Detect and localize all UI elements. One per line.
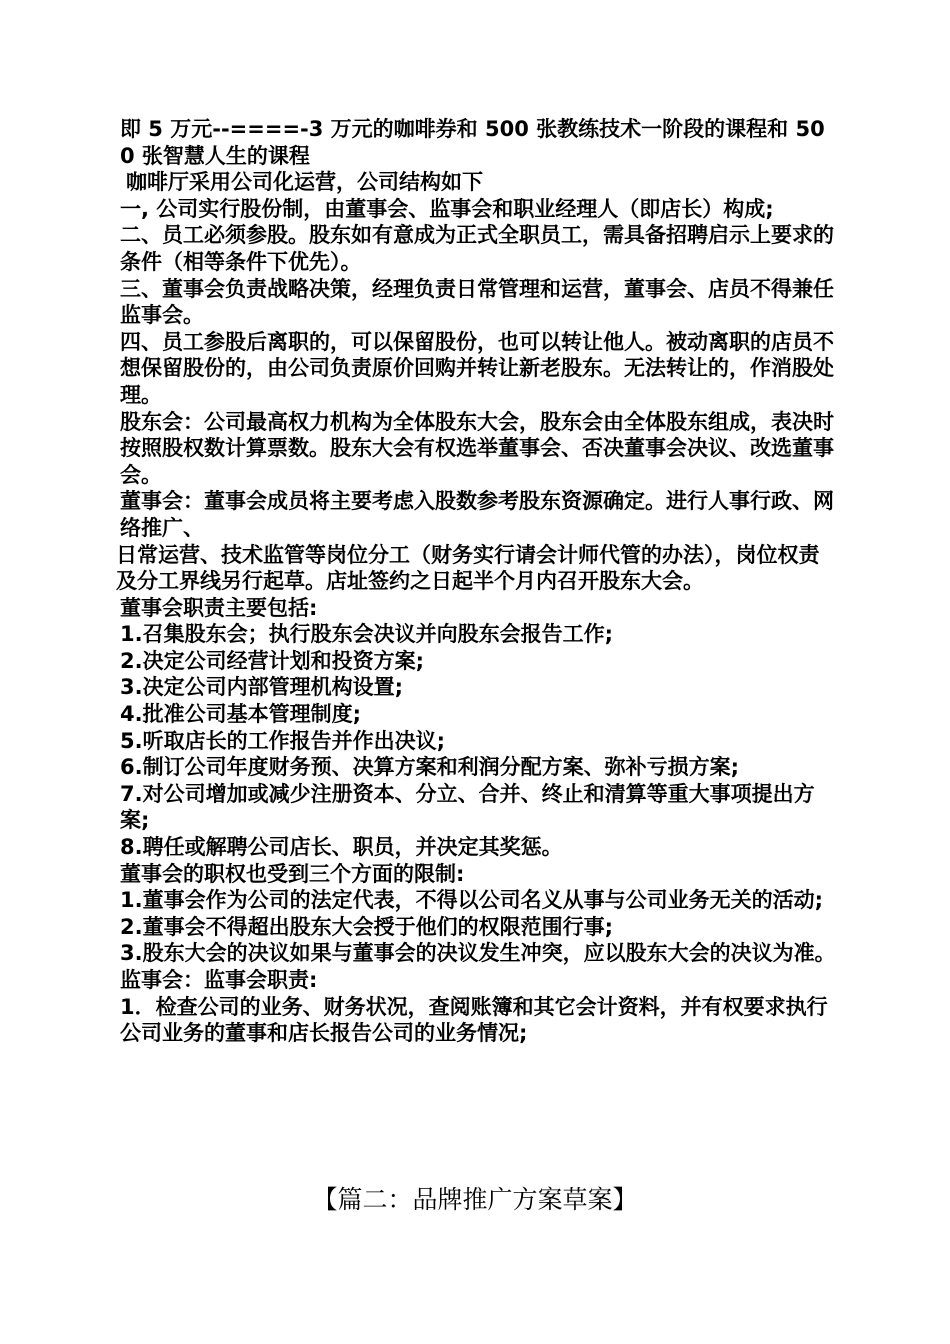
- list-item-duty-2: 2.决定公司经营计划和投资方案;: [120, 648, 424, 673]
- paragraph-board: 董事会：董事会成员将主要考虑入股数参考股东资源确定。进行人事行政、网络推广、: [120, 489, 834, 540]
- paragraph-shareholders-meeting: 股东会：公司最高权力机构为全体股东大会，股东会由全体股东组成，表决时按照股权数计算票数。股东大会有权选举董事会、否决董事会决议、改选董事会。: [120, 409, 834, 487]
- paragraph-board-duties-heading: 董事会职责主要包括:: [120, 595, 318, 620]
- list-item-limit-3: 3.股东大会的决议如果与董事会的决议发生冲突，应以股东大会的决议为准。: [120, 941, 836, 966]
- paragraph-item-2: 二、员工必须参股。股东如有意成为正式全职员工，需具备招聘启示上要求的条件（相等条件下优先）。: [120, 223, 834, 274]
- list-item-limit-1: 1.董事会作为公司的法定代表，不得以公司名义从事与公司业务无关的活动;: [120, 888, 823, 913]
- paragraph-board-limits-heading: 董事会的职权也受到三个方面的限制:: [120, 861, 465, 886]
- paragraph-supervisory-heading: 监事会：监事会职责:: [120, 968, 318, 992]
- list-item-limit-2: 2.董事会不得超出股东大会授于他们的权限范围行事;: [120, 914, 613, 939]
- list-item-duty-4: 4.批准公司基本管理制度;: [120, 702, 361, 727]
- document-body: [116, 116, 838, 1047]
- list-item-duty-6: 6.制订公司年度财务预、决算方案和利润分配方案、弥补亏损方案;: [120, 755, 739, 780]
- list-item-duty-1: 1.召集股东会；执行股东会决议并向股东会报告工作;: [120, 622, 613, 647]
- paragraph-prize-note: 即 5 万元--====-3 万元的咖啡券和 500 张教练技术一阶段的课程和 500 张智慧人生的课程: [120, 117, 825, 168]
- list-item-duty-5: 5.听取店长的工作报告并作出决议;: [120, 728, 445, 753]
- paragraph-item-4: 四、员工参股后离职的，可以保留股份，也可以转让他人。被动离职的店员不想保留股份的，由公司负责原价回购并转让新老股东。无法转让的，作消股处理。: [120, 329, 834, 407]
- list-item-duty-7: 7.对公司增加或减少注册资本、分立、合并、终止和清算等重大事项提出方案;: [120, 781, 815, 833]
- paragraph-item-1: 一, 公司实行股份制，由董事会、监事会和职业经理人（即店长）构成;: [120, 196, 774, 221]
- section-heading: 【篇二：品牌推广方案草案】: [312, 1185, 638, 1214]
- list-item-duty-8: 8.聘任或解聘公司店长、职员，并决定其奖惩。: [120, 835, 563, 860]
- paragraph-board-continued: 日常运营、技术监管等岗位分工（财务实行请会计师代管的办法），岗位权责及分工界线另行起草。店址签约之日起半个月内召开股东大会。: [116, 542, 820, 594]
- list-item-duty-3: 3.决定公司内部管理机构设置;: [120, 675, 403, 700]
- paragraph-item-3: 三、董事会负责战略决策，经理负责日常管理和运营，董事会、店员不得兼任监事会。: [120, 276, 834, 328]
- list-item-supervisory-1: 1．检查公司的业务、财务状况，查阅账簿和其它会计资料，并有权要求执行公司业务的董事和店长报告公司的业务情况;: [120, 994, 828, 1046]
- paragraph-structure-intro: 咖啡厅采用公司化运营，公司结构如下: [126, 170, 483, 195]
